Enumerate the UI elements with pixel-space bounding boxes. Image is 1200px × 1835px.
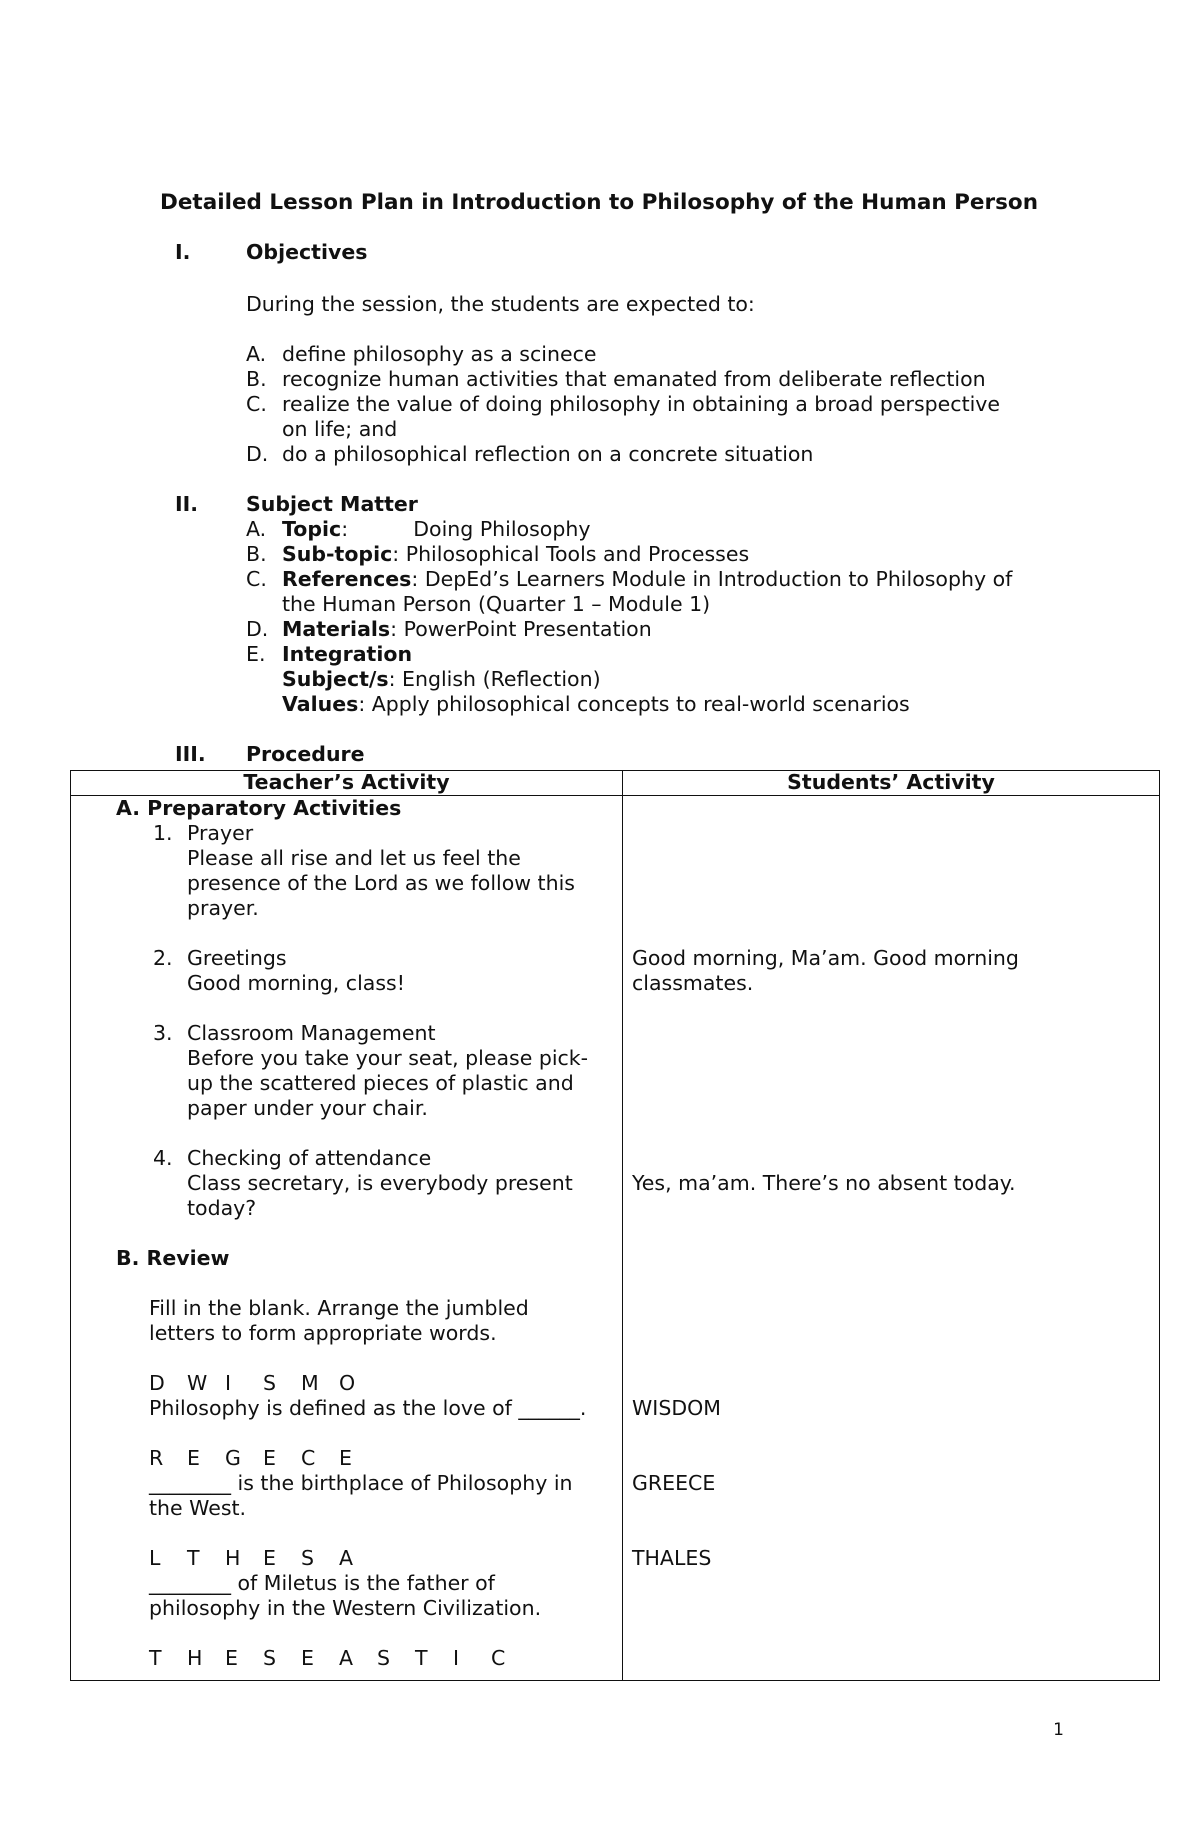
jumbled-letters: [149, 1446, 377, 1471]
prep-number: 1.: [153, 821, 173, 845]
prep-number: 3.: [153, 1021, 173, 1045]
objectives-intro: During the session, the students are expected to:: [246, 292, 755, 316]
page-number: 1: [1053, 1720, 1064, 1740]
review-question: philosophy in the Western Civilization.: [149, 1596, 542, 1620]
subject-item-topic: [282, 517, 590, 541]
jumbled-letter: S: [301, 1546, 315, 1570]
jumbled-letter: M: [301, 1371, 319, 1395]
prep-line: Class secretary, is everybody present: [187, 1171, 573, 1195]
jumbled-letter: E: [263, 1546, 276, 1570]
students-activity-header: Students’ Activity: [623, 771, 1160, 796]
subject-item-materials: [282, 617, 652, 641]
subject-label: Sub-topic: [282, 542, 393, 566]
objectives-numeral: I.: [175, 240, 191, 264]
review-question: ________ of Miletus is the father of: [149, 1571, 495, 1595]
subject-label: Materials: [282, 617, 391, 641]
jumbled-letter: T: [187, 1546, 200, 1570]
jumbled-letter: S: [263, 1371, 277, 1395]
objective-text-continued: on life; and: [282, 417, 398, 441]
jumbled-letter: E: [263, 1446, 276, 1470]
jumbled-letter: S: [377, 1646, 391, 1670]
jumbled-letter: R: [149, 1446, 164, 1470]
subject-label: Topic: [282, 517, 342, 541]
jumbled-letter: W: [187, 1371, 208, 1395]
objective-text: realize the value of doing philosophy in obtaining a broad perspective: [282, 392, 1001, 416]
prep-title: Greetings: [187, 946, 287, 970]
jumbled-letter: G: [225, 1446, 241, 1470]
subject-letter: A.: [246, 517, 267, 541]
student-response: classmates.: [632, 971, 754, 995]
jumbled-letter: O: [339, 1371, 356, 1395]
prep-title: Prayer: [187, 821, 254, 845]
jumbled-letter: I: [225, 1371, 232, 1395]
jumbled-letter: A: [339, 1646, 354, 1670]
student-answer: WISDOM: [632, 1396, 721, 1420]
jumbled-letter: E: [339, 1446, 352, 1470]
prep-title: Classroom Management: [187, 1021, 436, 1045]
subject-item-integration: Integration: [282, 642, 413, 666]
subject-item-references: [282, 567, 1012, 591]
jumbled-letter: S: [263, 1646, 277, 1670]
subject-matter-numeral: II.: [175, 492, 199, 516]
jumbled-letters: [149, 1546, 377, 1571]
subject-letter: D.: [246, 617, 269, 641]
jumbled-letter: H: [225, 1546, 241, 1570]
prep-line: Before you take your seat, please pick-: [187, 1046, 589, 1070]
table-row: [71, 796, 1160, 1681]
jumbled-letter: T: [149, 1646, 162, 1670]
objective-text: define philosophy as a scinece: [282, 342, 597, 366]
integration-value: : English (Reflection): [388, 667, 601, 691]
table-header-row: [71, 771, 1160, 796]
prep-title: Checking of attendance: [187, 1146, 432, 1170]
subject-value: : PowerPoint Presentation: [390, 617, 652, 641]
integration-subjects: [282, 667, 601, 691]
student-answer: THALES: [632, 1546, 712, 1570]
section-review: B. Review: [116, 1246, 230, 1270]
subject-value-continued: the Human Person (Quarter 1 – Module 1): [282, 592, 711, 616]
procedure-numeral: III.: [175, 742, 206, 766]
objective-letter: A.: [246, 342, 267, 366]
review-intro-line: Fill in the blank. Arrange the jumbled: [149, 1296, 529, 1320]
prep-number: 2.: [153, 946, 173, 970]
students-activity-cell: [623, 796, 1160, 1681]
prep-line: today?: [187, 1196, 257, 1220]
prep-line: up the scattered pieces of plastic and: [187, 1071, 574, 1095]
review-question: the West.: [149, 1496, 247, 1520]
prep-line: prayer.: [187, 896, 259, 920]
jumbled-letter: L: [149, 1546, 161, 1570]
jumbled-letter: T: [415, 1646, 428, 1670]
review-intro-line: letters to form appropriate words.: [149, 1321, 497, 1345]
subject-letter: E.: [246, 642, 266, 666]
review-question: ________ is the birthplace of Philosophy in: [149, 1471, 573, 1495]
objective-letter: D.: [246, 442, 269, 466]
review-question: Philosophy is defined as the love of ______.: [149, 1396, 587, 1420]
subject-item-subtopic: [282, 542, 749, 566]
procedure-table: [70, 770, 1160, 1681]
objective-text: do a philosophical reflection on a concrete situation: [282, 442, 814, 466]
section-preparatory-activities: A. Preparatory Activities: [116, 796, 402, 820]
procedure-heading: Procedure: [246, 742, 365, 766]
prep-line: presence of the Lord as we follow this: [187, 871, 575, 895]
integration-values: [282, 692, 910, 716]
jumbled-letter: C: [301, 1446, 316, 1470]
subject-matter-heading: Subject Matter: [246, 492, 418, 516]
integration-value: : Apply philosophical concepts to real-world scenarios: [358, 692, 910, 716]
integration-label: Values: [282, 692, 359, 716]
objective-letter: C.: [246, 392, 267, 416]
subject-letter: C.: [246, 567, 267, 591]
jumbled-letter: E: [225, 1646, 238, 1670]
integration-label: Subject/s: [282, 667, 389, 691]
student-response: Good morning, Ma’am. Good morning: [632, 946, 1019, 970]
subject-label: References: [282, 567, 412, 591]
jumbled-letter: C: [491, 1646, 506, 1670]
objective-letter: B.: [246, 367, 267, 391]
prep-line: Good morning, class!: [187, 971, 405, 995]
jumbled-letter: I: [453, 1646, 460, 1670]
teacher-activity-header: Teacher’s Activity: [71, 771, 623, 796]
subject-letter: B.: [246, 542, 267, 566]
objective-text: recognize human activities that emanated from deliberate reflection: [282, 367, 986, 391]
subject-value: : Doing Philosophy: [341, 517, 591, 541]
prep-line: paper under your chair.: [187, 1096, 428, 1120]
document-title: Detailed Lesson Plan in Introduction to Philosophy of the Human Person: [160, 190, 1038, 215]
prep-number: 4.: [153, 1146, 173, 1170]
prep-line: Please all rise and let us feel the: [187, 846, 521, 870]
teacher-activity-cell: [71, 796, 623, 1681]
student-response: Yes, ma’am. There’s no absent today.: [632, 1171, 1016, 1195]
jumbled-letter: H: [187, 1646, 203, 1670]
jumbled-letter: E: [301, 1646, 314, 1670]
student-answer: GREECE: [632, 1471, 716, 1495]
subject-value: : Philosophical Tools and Processes: [392, 542, 750, 566]
jumbled-letter: D: [149, 1371, 165, 1395]
jumbled-letter: E: [187, 1446, 200, 1470]
jumbled-letters: [149, 1646, 529, 1671]
jumbled-letter: A: [339, 1546, 354, 1570]
jumbled-letters: [149, 1371, 377, 1396]
subject-value: : DepEd’s Learners Module in Introduction to Philosophy of: [411, 567, 1013, 591]
objectives-heading: Objectives: [246, 240, 368, 264]
